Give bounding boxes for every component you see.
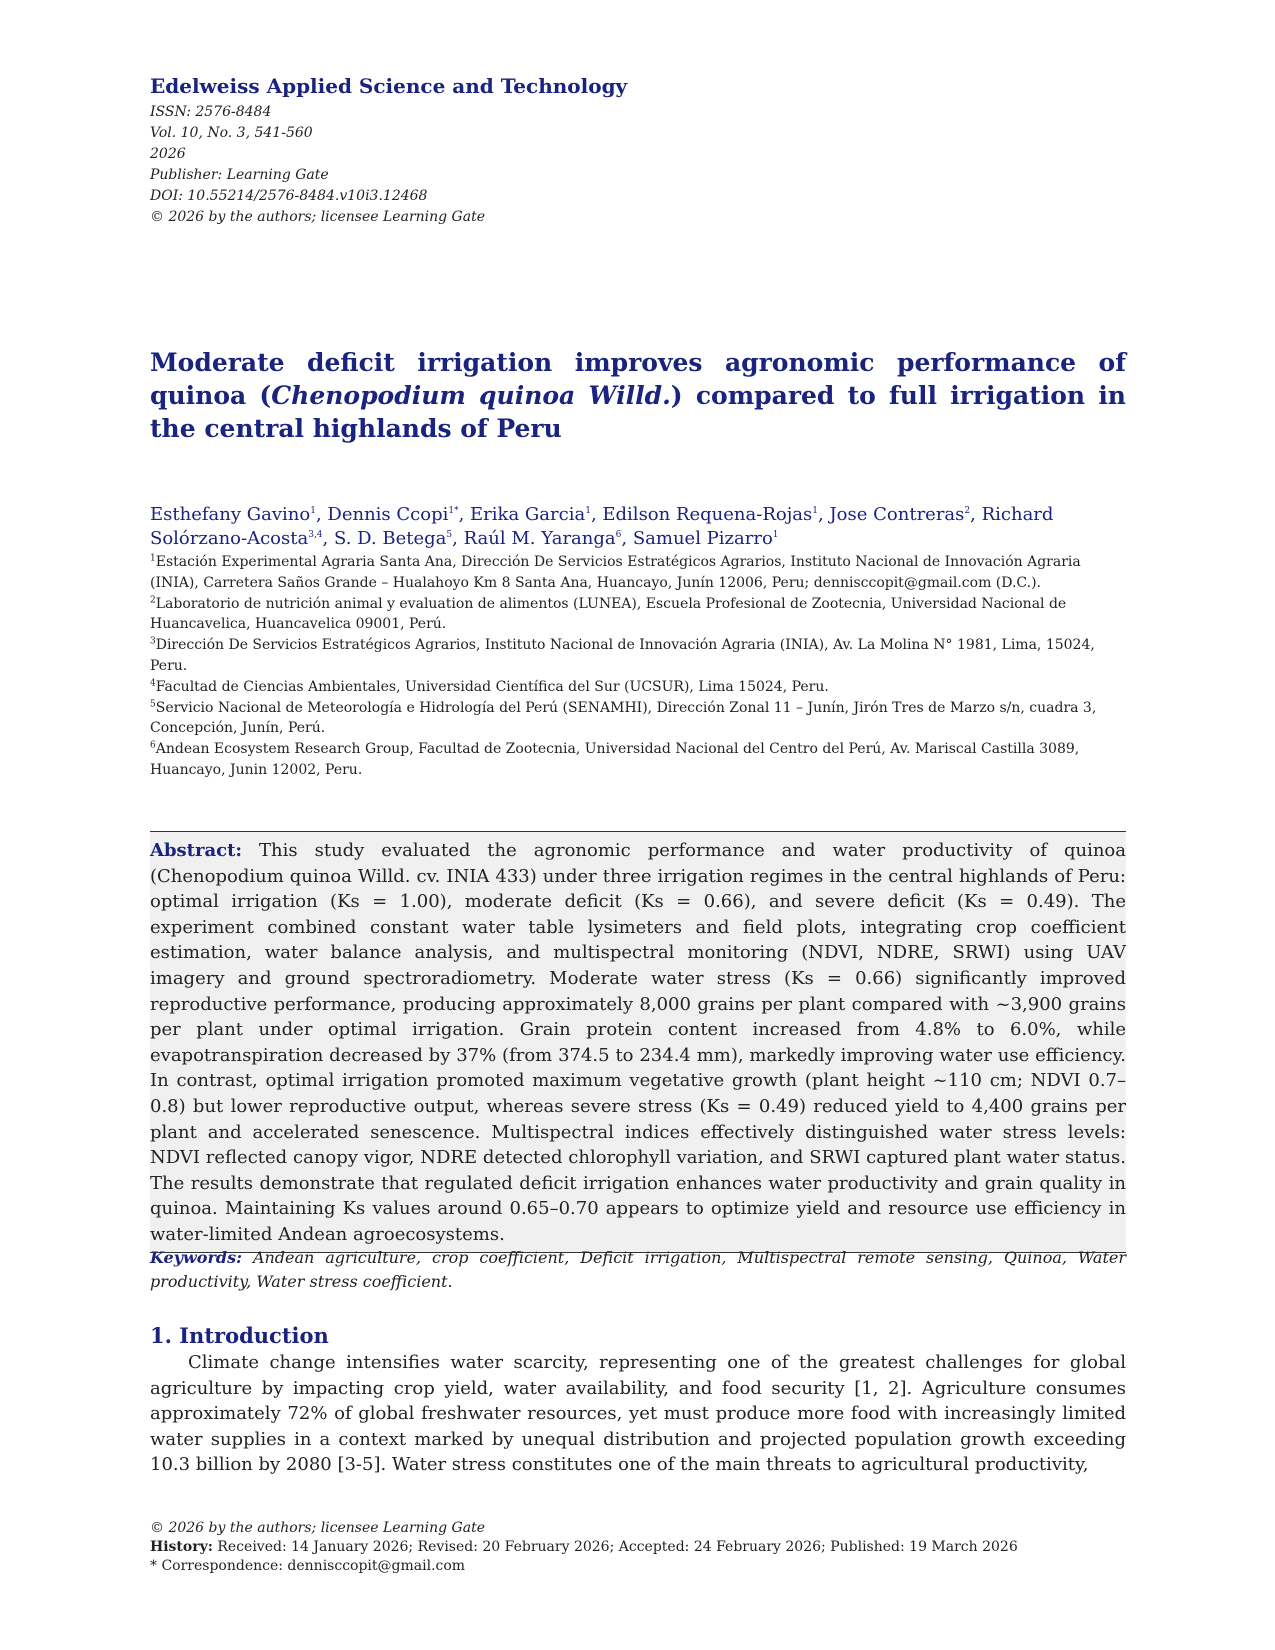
keywords-section bbox=[150, 1246, 1126, 1294]
journal-title: Edelweiss Applied Science and Technology bbox=[150, 74, 628, 98]
affiliation-item bbox=[150, 594, 1126, 636]
title-part-2: ) compared to full irrigation in the central highlands of Peru bbox=[150, 381, 1126, 443]
footer-history bbox=[150, 1538, 1126, 1557]
affiliation-text: Servicio Nacional de Meteorología e Hidrología del Perú (SENAMHI), Dirección Zonal 11 – Junín, Jirón Tres de Marzo s/n, cuadra 3, Concepción, Junín, Perú. bbox=[150, 699, 1097, 737]
author-name: Samuel Pizarro bbox=[632, 528, 773, 549]
author-name: Jose Contreras bbox=[829, 504, 965, 525]
affiliation-item bbox=[150, 739, 1126, 781]
affiliation-item bbox=[150, 635, 1126, 677]
paper-title bbox=[150, 346, 1126, 445]
affiliation-marker: 2 bbox=[150, 594, 156, 605]
keywords-label: Keywords: bbox=[150, 1248, 243, 1267]
author-affiliation-marker: 1 bbox=[812, 506, 819, 516]
introduction-body: Climate change intensifies water scarcity, representing one of the greatest challenges for global agriculture by impacting crop yield, water availability, and food security [1, 2]. Agriculture consumes approximately 72% of global freshwater resources, yet must produce more food with increasingly limited water supplies in a context marked by unequal distribution and projected population growth exceeding 10.3 billion by 2080 [3-5]. Water stress constitutes one of the main threats to agricultural productivity, bbox=[150, 1352, 1126, 1475]
affiliation-text: Dirección De Servicios Estratégicos Agrarios, Instituto Nacional de Innovación Agraria (INIA), Av. La Molina N° 1981, Lima, 15024, Peru. bbox=[150, 637, 1095, 674]
affiliation-marker: 1 bbox=[150, 553, 156, 564]
journal-issn: ISSN: 2576-8484 bbox=[150, 104, 272, 120]
author-name: Edilson Requena-Rojas bbox=[602, 504, 813, 525]
keywords-body: Andean agriculture, crop coefficient, Deficit irrigation, Multispectral remote sensing, Quinoa, Water productivity, Water stress coefficient. bbox=[150, 1248, 1127, 1291]
journal-publisher: Publisher: Learning Gate bbox=[150, 167, 329, 183]
history-dates: Received: 14 January 2026; Revised: 20 February 2026; Accepted: 24 February 2026; Published: 19 March 2026 bbox=[217, 1539, 1018, 1555]
affiliation-list bbox=[150, 552, 1126, 781]
author-list: Esthefany Gavino$^1$, Dennis Ccopi$^{1*}$, Erika Garcia$^1$, Edilson Requena-Rojas$^1$, Jose Contreras$^2$, Richard Solórzano-Acosta$^{3,4}$, S. D. Betega$^5$, Raúl M. Yaranga$^6$, Samuel Pizarro$^1$ bbox=[150, 504, 1054, 549]
page-footer bbox=[150, 1519, 1126, 1576]
affiliation-marker: 5 bbox=[150, 698, 156, 709]
affiliation-text: Andean Ecosystem Research Group, Facultad de Zootecnia, Universidad Nacional del Centro del Perú, Av. Mariscal Castilla 3089, Huancayo, Junin 12002, Peru. bbox=[150, 741, 1080, 778]
affiliation-text: Laboratorio de nutrición animal y evaluation de alimentos (LUNEA), Escuela Profesional de Zootecnia, Universidad Nacional de Huancavelica, Huancavelica 09001, Perú. bbox=[150, 595, 1067, 633]
author-affiliation-marker: 1 bbox=[585, 506, 591, 516]
journal-year: 2026 bbox=[150, 146, 186, 162]
author-affiliation-marker: 1* bbox=[448, 506, 459, 516]
author-affiliation-marker: 5 bbox=[446, 530, 453, 540]
author-name: Esthefany Gavino bbox=[150, 504, 311, 525]
author-affiliation-marker: 3,4 bbox=[308, 530, 323, 540]
author-name: Raúl M. Yaranga bbox=[463, 528, 616, 549]
author-name: Dennis Ccopi bbox=[327, 504, 449, 525]
journal-doi[interactable]: DOI: 10.55214/2576-8484.v10i3.12468 bbox=[150, 188, 428, 204]
affiliation-marker: 6 bbox=[150, 740, 156, 751]
affiliation-text: Estación Experimental Agraria Santa Ana, Dirección De Servicios Estratégicos Agrarios, Instituto Nacional de Innovación Agraria (INIA), Carretera Saños Grande – Hualahoyo Km 8 Santa Ana, Huancayo, Junín 12006, Peru; dennisccopit@gmail.com (D.C.). bbox=[150, 554, 1081, 591]
author-name: S. D. Betega bbox=[334, 528, 447, 549]
history-label: History: bbox=[150, 1539, 213, 1555]
author-name: Erika Garcia bbox=[470, 504, 586, 525]
author-affiliation-marker: 2 bbox=[964, 506, 971, 516]
footer-copyright: © 2026 by the authors; licensee Learning Gate bbox=[150, 1520, 485, 1536]
affiliation-marker: 3 bbox=[150, 636, 156, 647]
introduction-heading: 1. Introduction bbox=[150, 1323, 329, 1348]
journal-license: © 2026 by the authors; licensee Learning Gate bbox=[150, 209, 485, 225]
affiliation-text: Facultad de Ciencias Ambientales, Universidad Científica del Sur (UCSUR), Lima 15024, Peru. bbox=[155, 678, 829, 695]
affiliation-item bbox=[150, 698, 1126, 740]
affiliation-item bbox=[150, 677, 1126, 698]
affiliation-item bbox=[150, 552, 1126, 594]
author-affiliation-marker: 6 bbox=[615, 530, 622, 540]
title-part-1: Moderate deficit irrigation improves agronomic performance of quinoa ( bbox=[150, 348, 1126, 410]
author-affiliation-marker: 1 bbox=[772, 530, 779, 540]
abstract-label: Abstract: bbox=[150, 840, 243, 861]
footer-correspondence: * Correspondence: dennisccopit@gmail.com bbox=[150, 1558, 466, 1574]
author-affiliation-marker: 1 bbox=[310, 506, 316, 516]
journal-header bbox=[150, 74, 850, 228]
journal-volume: Vol. 10, No. 3, 541-560 bbox=[150, 125, 313, 141]
title-species: Chenopodium quinoa Willd. bbox=[271, 381, 671, 410]
affiliation-marker: 4 bbox=[150, 678, 156, 689]
author-name: Richard Solórzano-Acosta bbox=[150, 504, 1054, 549]
abstract-body: This study evaluated the agronomic performance and water productivity of quinoa (Chenopodium quinoa Willd. cv. INIA 433) under three irrigation regimes in the central highlands of Peru: optimal irrigation (Ks = 1.00), moderate deficit (Ks = 0.66), and severe deficit (Ks = 0.49). The experiment combined constant water table lysimeters and field plots, integrating crop coefficient estimation, water balance analysis, and multispectral monitoring (NDVI, NDRE, SRWI) using UAV imagery and ground spectroradiometry. Moderate water stress (Ks = 0.66) significantly improved reproductive performance, producing approximately 8,000 grains per plant compared with ~3,900 grains per plant under optimal irrigation. Grain protein content increased from 4.8% to 6.0%, while evapotranspiration decreased by 37% (from 374.5 to 234.4 mm), markedly improving water use efficiency. In contrast, optimal irrigation promoted maximum vegetative growth (plant height ~110 cm; NDVI 0.7–0.8) but lower reproductive output, whereas severe stress (Ks = 0.49) reduced yield to 4,400 grains per plant and accelerated senescence. Multispectral indices effectively distinguished water stress levels: NDVI reflected canopy vigor, NDRE detected chlorophyll variation, and SRWI captured plant water status. The results demonstrate that regulated deficit irrigation enhances water productivity and grain quality in quinoa. Maintaining Ks values around 0.65–0.70 appears to optimize yield and resource use efficiency in water-limited Andean agroecosystems. bbox=[150, 840, 1126, 1245]
abstract-section bbox=[150, 831, 1126, 1253]
